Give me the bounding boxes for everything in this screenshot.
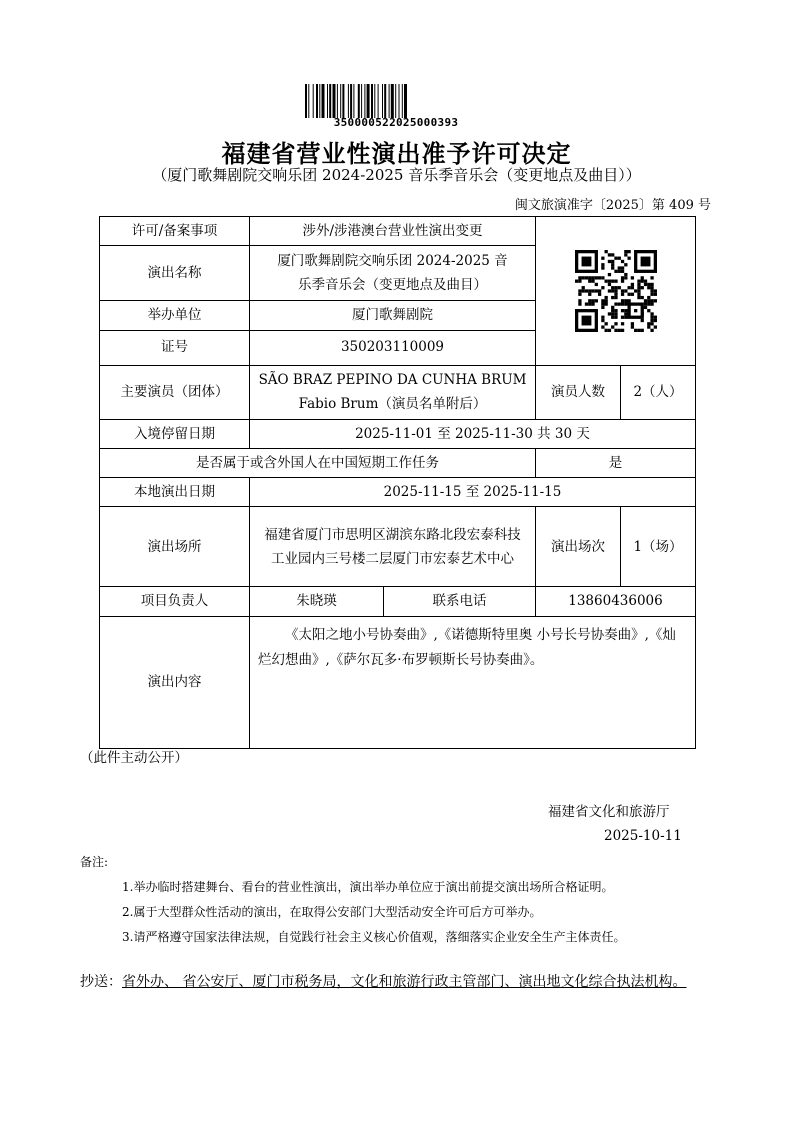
content-value: 《太阳之地小号协奏曲》,《诺德斯特里奥 小号长号协奏曲》,《灿烂幻想曲》,《萨尔瓦多·布罗顿斯长号协奏曲》。 <box>250 616 696 748</box>
note-item: 3.请严格遵守国家法律法规，自觉践行社会主义核心价值观，落细落实企业安全生产主体责任。 <box>122 930 626 944</box>
barcode-number: 350000522025000393 <box>333 116 459 129</box>
local-dates-label: 本地演出日期 <box>100 478 250 507</box>
performers-value: SÃO BRAZ PEPINO DA CUNHA BRUM Fabio Brum（演员名单附后） <box>250 365 536 419</box>
short-term-value: 是 <box>536 448 696 477</box>
note-item: 1.举办临时搭建舞台、看台的营业性演出，演出举办单位应于演出前提交演出场所合格证明。 <box>122 880 614 894</box>
sessions-label: 演出场次 <box>536 507 621 587</box>
qr-cell <box>536 217 696 366</box>
sessions-value: 1（场） <box>621 507 696 587</box>
content-label: 演出内容 <box>100 616 250 748</box>
stay-dates-label: 入境停留日期 <box>100 419 250 448</box>
public-note: （此件主动公开） <box>80 750 188 766</box>
document-title: 福建省营业性演出准予许可决定 <box>221 139 572 168</box>
manager-value: 朱晓瑛 <box>250 587 384 616</box>
license-type-label: 许可/备案事项 <box>100 217 250 246</box>
venue-label: 演出场所 <box>100 507 250 587</box>
qr-code-icon <box>575 250 657 332</box>
performer-count-value: 2（人） <box>621 365 696 419</box>
cert-no-label: 证号 <box>100 330 250 365</box>
local-dates-value: 2025-11-15 至 2025-11-15 <box>250 478 696 507</box>
permit-table <box>99 216 696 749</box>
organizer-label: 举办单位 <box>100 301 250 330</box>
performers-label: 主要演员（团体） <box>100 365 250 419</box>
performer-count-label: 演员人数 <box>536 365 621 419</box>
venue-value: 福建省厦门市思明区湖滨东路北段宏泰科技工业园内三号楼二层厦门市宏泰艺术中心 <box>250 507 536 587</box>
cc-line <box>80 970 720 995</box>
cert-no-value: 350203110009 <box>250 330 536 365</box>
issue-date: 2025-10-11 <box>604 828 682 844</box>
issuer: 福建省文化和旅游厅 <box>548 804 670 820</box>
cc-label: 抄送： <box>80 974 122 990</box>
short-term-label: 是否属于或含外国人在中国短期工作任务 <box>100 448 536 477</box>
show-name-value: 厦门歌舞剧院交响乐团 2024-2025 音乐季音乐会（变更地点及曲目） <box>250 246 536 301</box>
show-name-label: 演出名称 <box>100 246 250 301</box>
phone-label: 联系电话 <box>384 587 536 616</box>
phone-value: 13860436006 <box>536 587 696 616</box>
note-item: 2.属于大型群众性活动的演出，在取得公安部门大型活动安全许可后方可举办。 <box>122 905 542 919</box>
barcode-icon <box>305 84 485 118</box>
manager-label: 项目负责人 <box>100 587 250 616</box>
document-subtitle: （厦门歌舞剧院交响乐团 2024-2025 音乐季音乐会（变更地点及曲目）） <box>152 166 641 184</box>
document-number: 闽文旅演准字〔2025〕第 409 号 <box>514 198 711 213</box>
license-type-value: 涉外/涉港澳台营业性演出变更 <box>250 217 536 246</box>
notes-title: 备注: <box>80 855 109 869</box>
cc-recipients: 省外办、 省公安厅、厦门市税务局，文化和旅游行政主管部门、演出地文化综合执法机构。 <box>122 974 687 990</box>
stay-dates-value: 2025-11-01 至 2025-11-30 共 30 天 <box>250 419 696 448</box>
organizer-value: 厦门歌舞剧院 <box>250 301 536 330</box>
